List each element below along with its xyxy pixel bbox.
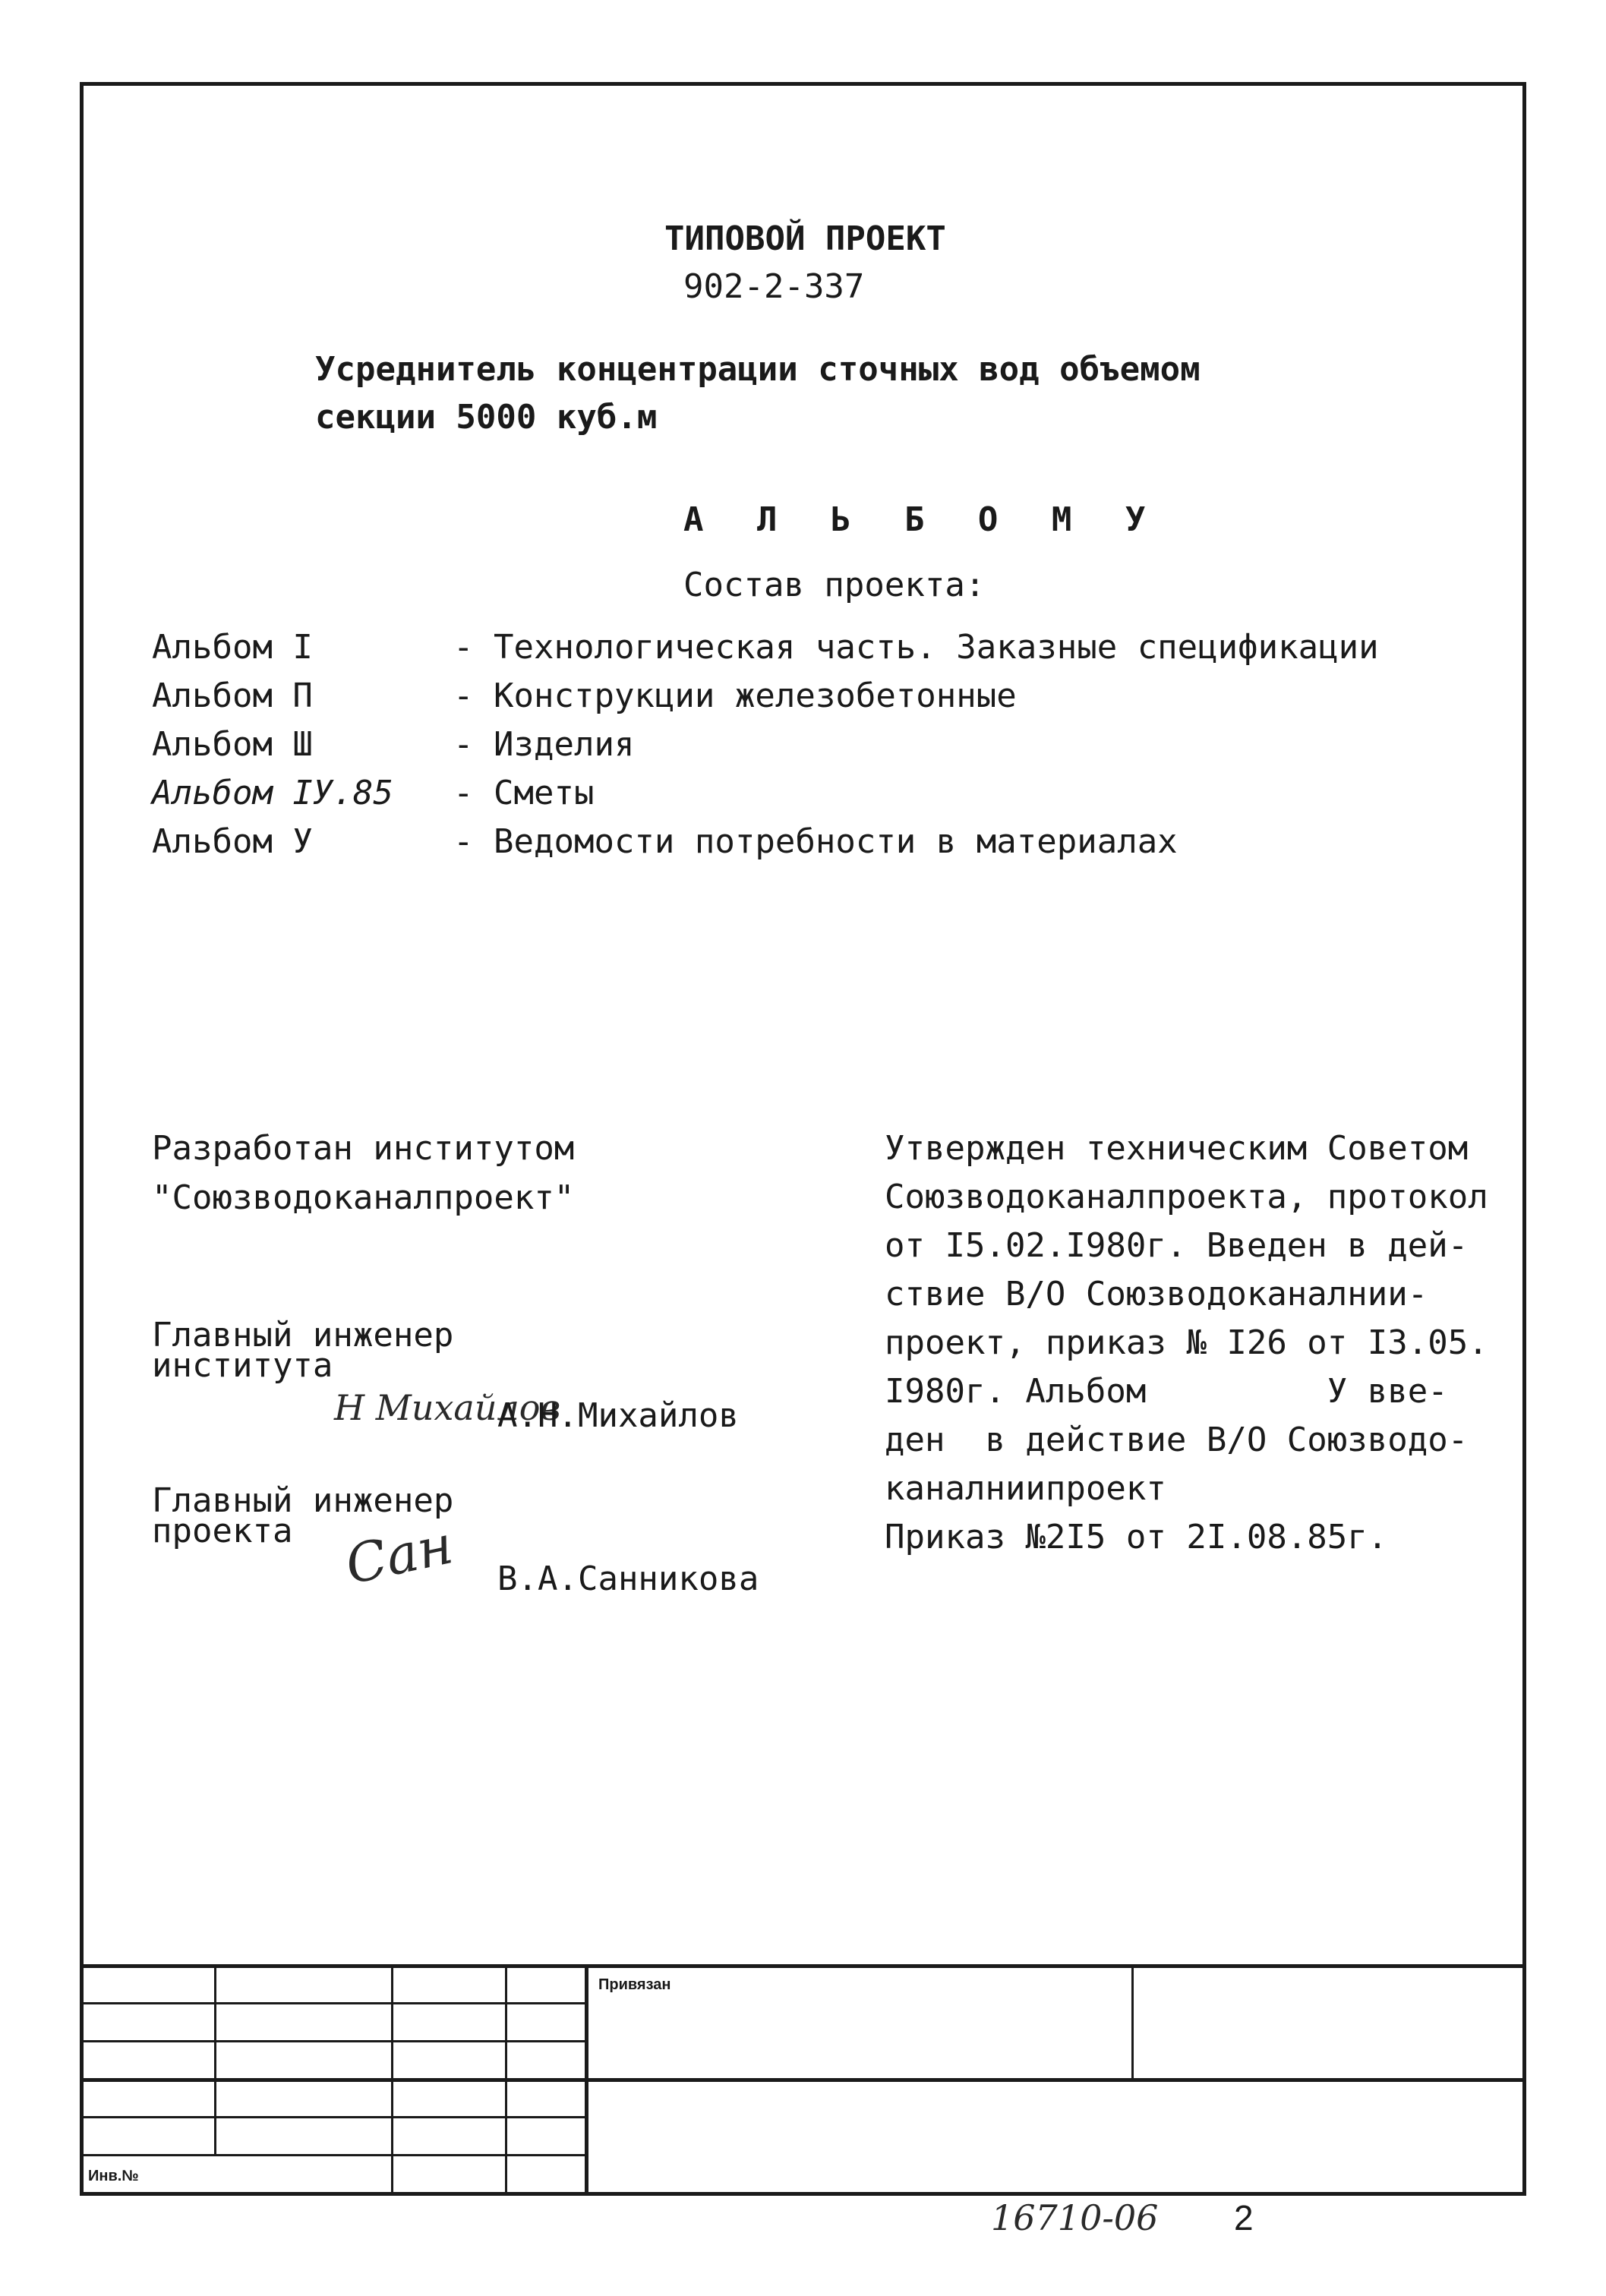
album-3-name: Альбом Ш [152, 725, 313, 764]
chief-engineer-project-role-2: проекта [152, 1512, 293, 1550]
subject-line-1: Усреднитель концентрации сточных вод объемом [315, 350, 1201, 389]
chief-engineer-institute-role-1: Главный инженер [152, 1316, 454, 1355]
approval-line-4: ствие В/О Союзводоканалнии- [885, 1275, 1428, 1314]
approval-line-6: I980г. Альбом У вве- [885, 1372, 1448, 1411]
album-4-name: Альбом IУ.85 [152, 774, 393, 812]
album-5-desc: Ведомости потребности в материалах [494, 822, 1178, 861]
chief-engineer-project-role-1: Главный инженер [152, 1481, 454, 1520]
approval-line-3: от I5.02.I980г. Введен в дей- [885, 1226, 1469, 1265]
album-1-dash: - [453, 628, 474, 667]
approval-line-1: Утвержден техническим Советом [885, 1129, 1469, 1168]
album-2-name: Альбом П [152, 676, 313, 715]
stamp-label-inventory: Инв.№ [88, 2168, 139, 2184]
page-number: 2 [1234, 2198, 1254, 2238]
approval-line-7: ден в действие В/О Союзводо- [885, 1421, 1469, 1459]
signature-mikhailov: Н Михайлов [334, 1387, 561, 1428]
album-2-desc: Конструкции железобетонные [494, 676, 1017, 715]
chief-engineer-institute-role-2: института [152, 1346, 333, 1385]
album-3-dash: - [453, 725, 474, 764]
approval-line-8: каналниипроект [885, 1469, 1166, 1508]
title-block [84, 1964, 1522, 2192]
album-2-dash: - [453, 676, 474, 715]
album-heading: А Л Ь Б О М У [683, 500, 1163, 539]
chief-engineer-project-name: В.А.Санникова [497, 1560, 759, 1598]
project-title: ТИПОВОЙ ПРОЕКТ [664, 219, 946, 258]
document-code: 16710-06 [991, 2197, 1159, 2238]
project-number: 902-2-337 [683, 267, 865, 306]
subject-line-2: секции 5000 куб.м [315, 398, 658, 437]
composition-heading: Состав проекта: [683, 566, 986, 604]
album-1-desc: Технологическая часть. Заказные спецификации [494, 628, 1379, 667]
approval-line-2: Союзводоканалпроекта, протокол [885, 1178, 1488, 1216]
chief-engineer-institute-name: А.Н.Михайлов [497, 1396, 739, 1435]
approval-line-5: проект, приказ № I26 от I3.05. [885, 1323, 1488, 1362]
signature-sannikova: Сан [340, 1513, 459, 1597]
document-sheet [80, 82, 1526, 2196]
album-3-desc: Изделия [494, 725, 635, 764]
album-5-dash: - [453, 822, 474, 861]
album-5-name: Альбом У [152, 822, 313, 861]
developer-line-2: "Союзводоканалпроект" [152, 1178, 575, 1217]
album-4-dash: - [453, 774, 474, 812]
developer-line-1: Разработан институтом [152, 1129, 575, 1168]
approval-line-9: Приказ №2I5 от 2I.08.85г. [885, 1518, 1388, 1556]
album-4-desc: Сметы [494, 774, 595, 812]
album-1-name: Альбом I [152, 628, 313, 667]
stamp-label-attached: Привязан [598, 1976, 671, 1993]
